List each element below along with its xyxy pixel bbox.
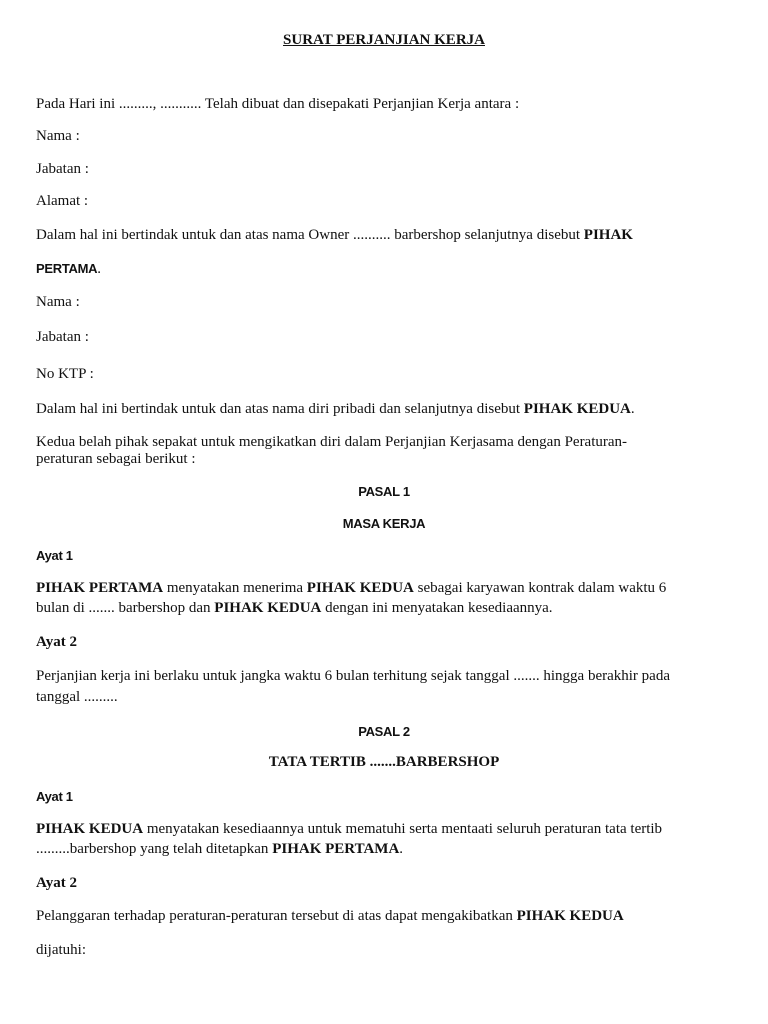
pasal1-ayat2-line2: tanggal ......... [36,689,118,705]
agreement-line-1: Kedua belah pihak sepakat untuk mengikatkan diri dalam Perjanjian Kerjasama dengan Peraturan- [36,434,628,450]
party1-jabatan: Jabatan : [36,161,89,177]
party2-jabatan: Jabatan : [36,329,89,345]
pasal2-ayat1-line1: PIHAK KEDUA menyatakan kesediaannya untuk mematuhi serta mentaati seluruh peraturan tata tertib [36,821,663,837]
pasal1-ayat1-label: Ayat 1 [36,548,73,563]
pasal1-ayat1-line2: bulan di ....... barbershop dan PIHAK KEDUA dengan ini menyatakan kesediaannya. [36,600,553,616]
pasal2-ayat1-label: Ayat 1 [36,789,73,804]
agreement-line-2: peraturan sebagai berikut : [36,451,196,467]
pasal2-ayat2-line2: dijatuhi: [36,942,86,958]
pasal1-ayat1-line1: PIHAK PERTAMA menyatakan menerima PIHAK KEDUA sebagai karyawan kontrak dalam waktu 6 [36,580,667,596]
party1-alamat: Alamat : [36,193,89,209]
party1-nama: Nama : [36,128,80,144]
party2-ktp: No KTP : [36,366,94,382]
pasal2-heading: PASAL 2 [358,724,410,739]
pasal1-heading: PASAL 1 [358,484,410,499]
document-title: SURAT PERJANJIAN KERJA [283,32,485,48]
party1-description-cont: PERTAMA. [36,261,101,277]
pasal2-ayat2-line1: Pelanggaran terhadap peraturan-peraturan tersebut di atas dapat mengakibatkan PIHAK KEDUA [36,908,624,924]
pasal2-subheading: TATA TERTIB .......BARBERSHOP [268,754,500,770]
pasal2-ayat1-line2: .........barbershop yang telah ditetapkan PIHAK PERTAMA. [36,841,404,857]
party2-description: Dalam hal ini bertindak untuk dan atas nama diri pribadi dan selanjutnya disebut PIHAK KEDUA. [36,401,635,417]
party2-nama: Nama : [36,294,80,310]
pasal1-subheading: MASA KERJA [342,516,426,531]
party1-description: Dalam hal ini bertindak untuk dan atas nama Owner .......... barbershop selanjutnya disebut PIHAK [36,227,633,243]
pasal2-ayat2-label: Ayat 2 [36,875,77,891]
pasal1-ayat2-label: Ayat 2 [36,634,77,650]
pasal1-ayat2-line1: Perjanjian kerja ini berlaku untuk jangka waktu 6 bulan terhitung sejak tanggal ....... hingga berakhir pada [36,668,670,684]
intro-line: Pada Hari ini ........., ........... Telah dibuat dan disepakati Perjanjian Kerja antara : [36,96,520,112]
